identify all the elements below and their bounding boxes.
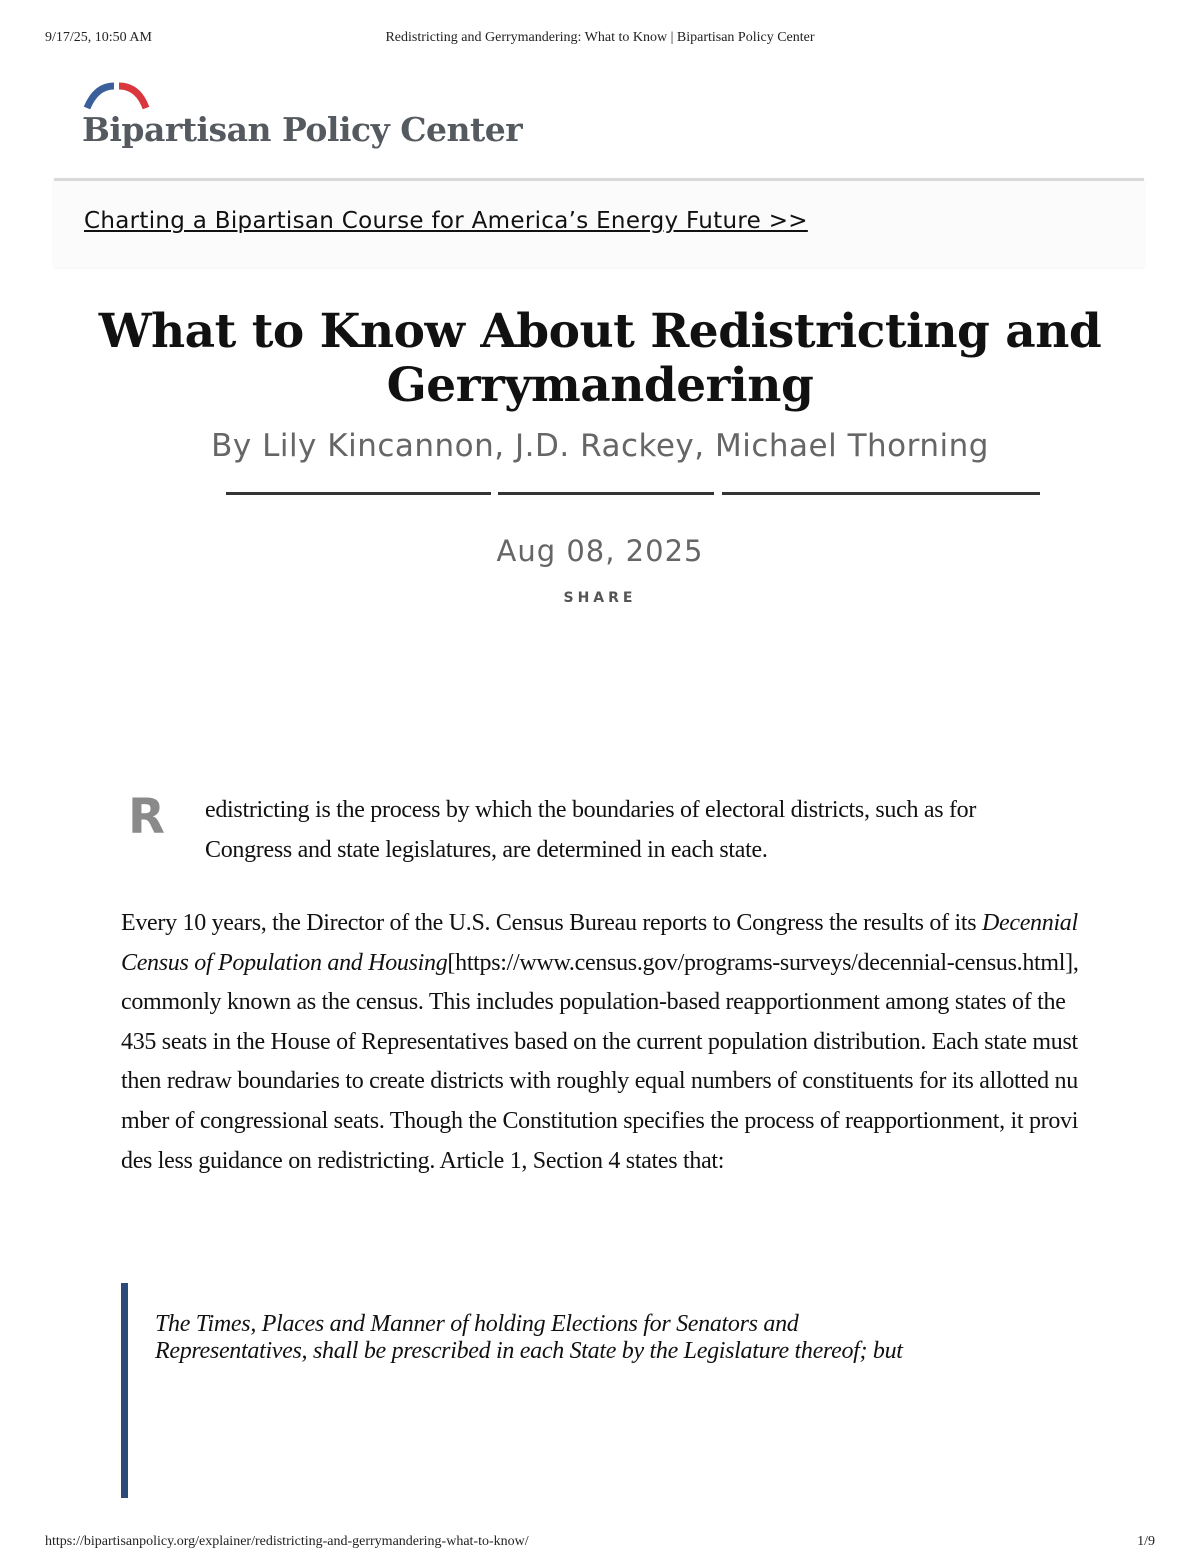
logo-arc-icon (82, 80, 152, 112)
quote-line: Representatives, shall be prescribed in each State by the Legislature thereof; but (155, 1338, 903, 1364)
author-underline-1 (226, 492, 491, 495)
print-footer (45, 1534, 1155, 1554)
publish-date: Aug 08, 2025 (496, 534, 704, 568)
print-page-title: Redistricting and Gerrymandering: What to Know | Bipartisan Policy Center (385, 30, 815, 45)
print-url: https://bipartisanpolicy.org/explainer/redistricting-and-gerrymandering-what-to-know/ (45, 1534, 529, 1549)
share-button[interactable]: SHARE (563, 590, 637, 606)
para-text: , commonly known as the census. This includes population-based reapportionment among states of the 435 seats in the House of Representatives based on the current population distribution. Each state must then redraw boundaries to create districts with roughly equal numbers of constituents for its allotted number of congressional seats. Though the Constitution specifies the process of reapportionment, it provides less guidance on redistricting. Article 1, Section 4 states that: (121, 949, 1079, 1174)
author-link-3[interactable]: Michael Thorning (714, 428, 989, 464)
print-datetime: 9/17/25, 10:50 AM (45, 30, 152, 45)
body-paragraph (121, 904, 1081, 1181)
logo-text: Bipartisan Policy Center (82, 110, 523, 149)
blockquote (155, 1311, 1055, 1365)
drop-cap: R (128, 789, 165, 845)
author-separator: , (694, 428, 715, 464)
print-header (45, 30, 1155, 50)
census-title-italic: Decennial Census of Population and Housing (121, 910, 1078, 976)
author-link-1[interactable]: Lily Kincannon (262, 428, 495, 464)
byline (0, 428, 1200, 464)
author-underline-3 (722, 492, 1040, 495)
quote-line: The Times, Places and Manner of holding Elections for Senators and (155, 1311, 799, 1337)
lead-paragraph: edistricting is the process by which the boundaries of electoral districts, such as for Congress and state legislatures, are determined in each state. (205, 797, 977, 863)
article-title: What to Know About Redistricting and Gerrymandering (98, 304, 1102, 413)
page-number: 1/9 (1137, 1534, 1155, 1549)
blockquote-bar (121, 1283, 128, 1498)
site-logo[interactable] (82, 80, 523, 150)
author-link-2[interactable]: J.D. Rackey (515, 428, 695, 464)
author-underline-2 (498, 492, 714, 495)
census-link[interactable]: [https://www.census.gov/programs-surveys/decennial-census.html] (447, 949, 1073, 976)
author-separator: , (494, 428, 516, 464)
byline-prefix: By (211, 428, 263, 464)
promo-banner (54, 178, 1144, 267)
energy-future-link[interactable]: Charting a Bipartisan Course for America’s Energy Future >> (84, 208, 808, 234)
para-text: Every 10 years, the Director of the U.S. Census Bureau reports to Congress the results of its (121, 910, 982, 936)
